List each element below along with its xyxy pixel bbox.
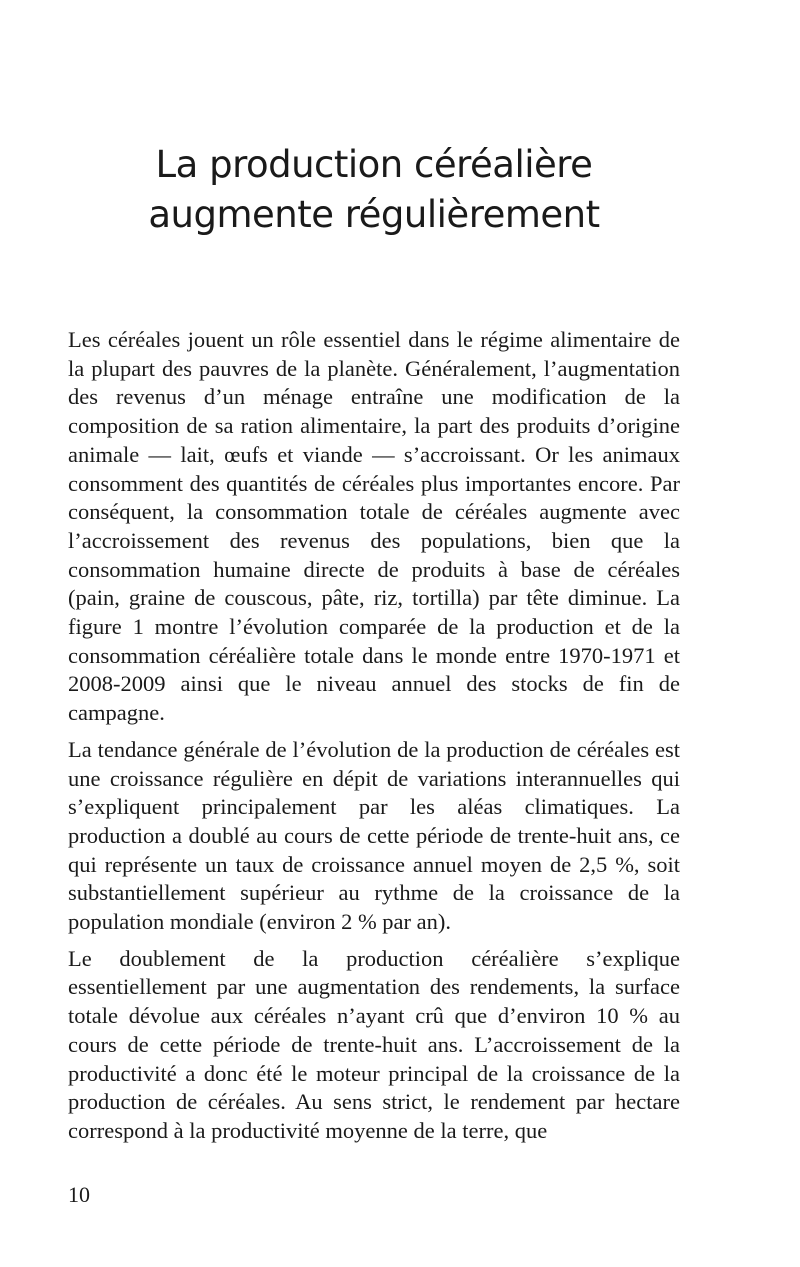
chapter-title-line-2: augmente régulièrement [148,193,600,236]
paragraph-3: Le doublement de la production céréalière s’explique essentiellement par une augmentation des rendements, la surface totale dévolue aux céréales n’ayant crû que d’environ 10 % au cours de cette période de trente-huit ans. L’accroissement de la productivité a donc été le moteur principal de la croissance de la production de céréales. Au sens strict, le rendement par hectare correspond à la productivité moyenne de la terre, que [68,945,680,1143]
body-text [68,326,680,1154]
paragraph-2: La tendance générale de l’évolution de la production de céréales est une croissance régulière en dépit de variations interannuelles qui s’expliquent principalement par les aléas climatiques. La production a doublé au cours de cette période de trente-huit ans, ce qui représente un taux de croissance annuel moyen de 2,5 %, soit substantiellement supérieur au rythme de la croissance de la population mondiale (environ 2 % par an). [68,736,680,935]
paragraph-1: Les céréales jouent un rôle essentiel dans le régime alimentaire de la plupart des pauvres de la planète. Généralement, l’augmentation des revenus d’un ménage entraîne une modification de la composition de sa ration alimentaire, la part des produits d’origine animale — lait, œufs et viande — s’accroissant. Or les animaux consomment des quantités de céréales plus importantes encore. Par conséquent, la consommation totale de céréales augmente avec l’accroissement des revenus des populations, bien que la consommation humaine directe de produits à base de céréales (pain, graine de couscous, pâte, riz, tortilla) par tête diminue. La figure 1 montre l’évolution comparée de la production et de la consommation céréalière totale dans le monde entre 1970-1971 et 2008-2009 ainsi que le niveau annuel des stocks de fin de campagne. [68,327,680,726]
chapter-title-line-1: La production céréalière [155,143,593,186]
chapter-title [68,140,680,240]
page-number: 10 [68,1182,90,1207]
